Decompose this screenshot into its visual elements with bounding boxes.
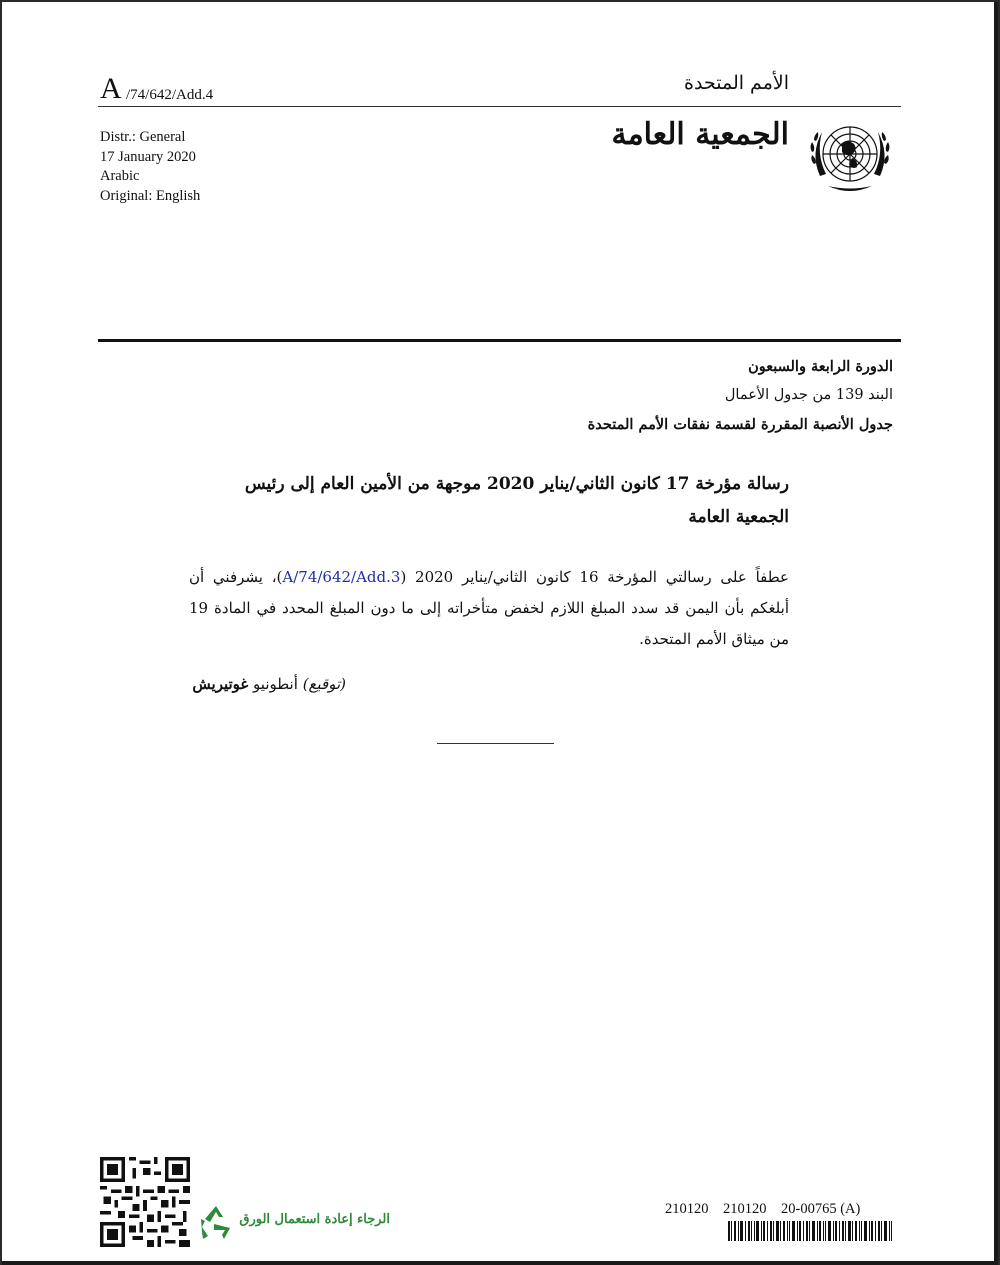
signature <box>192 675 346 693</box>
distribution-meta <box>100 128 200 206</box>
general-assembly-title: الجمعية العامة <box>611 117 789 152</box>
session-title: الدورة الرابعة والسبعون <box>748 358 893 375</box>
distribution-label: Distr.: General <box>100 129 186 145</box>
letter-title: رسالة مؤرخة 17 كانون الثاني/يناير 2020 موجهة من الأمين العام إلى رئيس الجمعية العامة <box>244 474 789 527</box>
signature-label: (توقيع) <box>302 675 346 693</box>
agenda-item: البند 139 من جدول الأعمال <box>724 387 893 403</box>
document-symbol: /74/642/Add.4 <box>126 87 214 103</box>
agenda-block <box>588 352 893 439</box>
job-number: 210120 210120 20-00765 (A) <box>665 1201 861 1217</box>
signature-first-name: أنطونيو <box>253 675 298 693</box>
un-emblem-icon <box>802 116 898 196</box>
recycle-icon <box>196 1202 236 1242</box>
header-thick-rule <box>98 339 901 342</box>
letter-body <box>189 562 789 655</box>
document-date: 17 January 2020 <box>100 148 196 165</box>
letter-body-part2: )، يشرفني أن أبلغكم بأن اليمن قد سدد المبلغ اللازم لخفض متأخراته إلى ما دون المبلغ المحدد في المادة 19 من ميثاق الأمم المتحدة. <box>189 568 789 648</box>
signature-last-name: غوتيريش <box>192 675 249 693</box>
document-link[interactable]: A/74/642/Add.3 <box>282 568 401 586</box>
barcode-icon <box>728 1221 892 1241</box>
org-name: الأمم المتحدة <box>684 72 789 94</box>
document-symbol-prefix: A <box>100 72 122 105</box>
end-separator <box>437 743 554 744</box>
qr-code-icon <box>100 1157 190 1247</box>
agenda-subject: جدول الأنصبة المقررة لقسمة نفقات الأمم المتحدة <box>587 416 893 433</box>
document-language: Arabic <box>100 168 140 184</box>
recycle-note: الرجاء إعادة استعمال الورق <box>239 1212 390 1227</box>
header-rule <box>98 106 901 107</box>
letter-body-part1: عطفاً على رسالتي المؤرخة 16 كانون الثاني/يناير 2020 ( <box>400 568 789 586</box>
original-language: Original: English <box>100 187 201 204</box>
document-page <box>2 2 998 1265</box>
